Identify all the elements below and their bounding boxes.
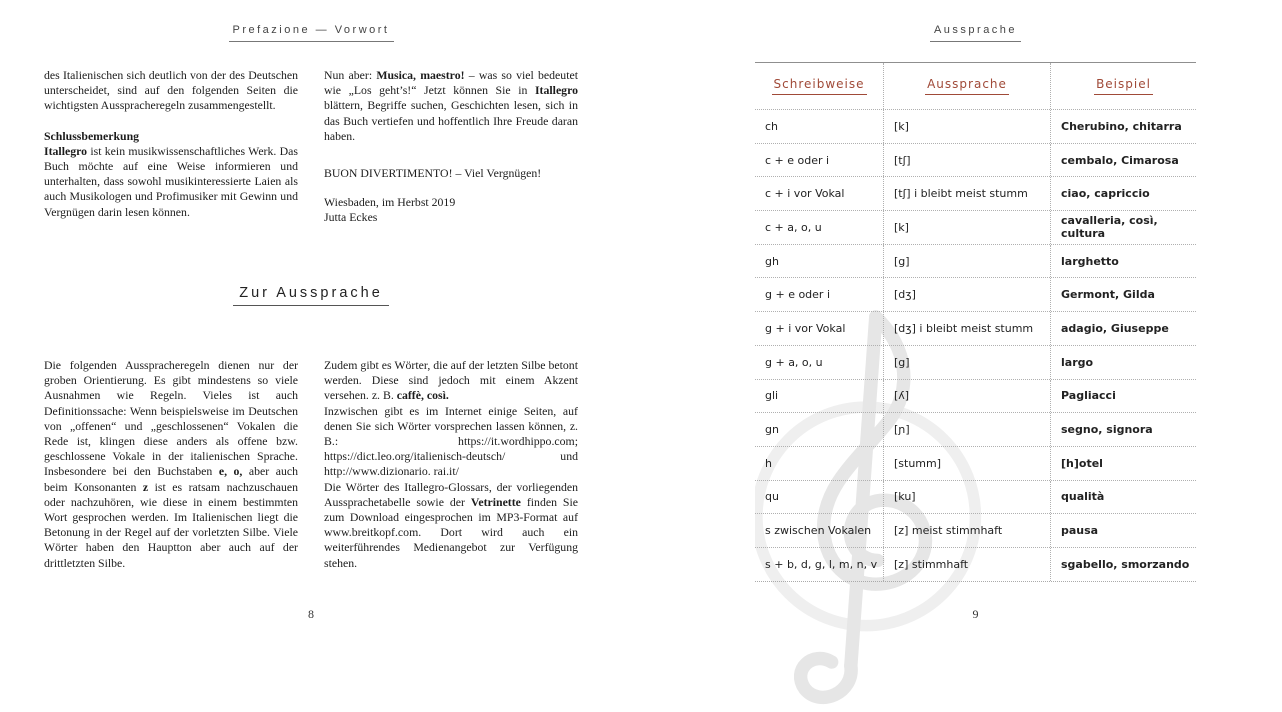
left-page [44,0,578,640]
cell-aussprache: [k] [883,211,1051,244]
cell-schreibweise: gli [765,389,779,403]
cell-beispiel: Germont, Gilda [1061,288,1155,302]
cell-aussprache: [ku] [883,481,1051,514]
cell-schreibweise: c + i vor Vokal [765,187,845,201]
table-row [755,245,1196,279]
bottom-right-column [324,358,578,571]
section-heading-zur-aussprache: Zur Aussprache [233,285,389,306]
header-cell-aussprache [883,63,1051,109]
cell-aussprache: [z] stimmhaft [883,548,1051,581]
column-header-schreibweise: Schreibweise [772,77,867,95]
right-page-header: Aussprache [930,24,1021,42]
paragraph-intro: des Italienischen sich deutlich von der des Deutschen unterscheidet, sind auf den folgenden Seiten die wichtigsten Ausspracheregeln zusammengestellt. [44,68,298,113]
cell-aussprache: [g] [883,346,1051,379]
bottom-columns [44,358,578,571]
cell-beispiel: adagio, Giuseppe [1061,321,1169,335]
cell-schreibweise: g + i vor Vokal [765,321,846,335]
cell-beispiel: ciao, capriccio [1061,187,1150,201]
table-row [755,177,1196,211]
table-row [755,144,1196,178]
header-cell-beispiel [1051,63,1196,109]
line-buon-divertimento: BUON DIVERTIMENTO! – Viel Vergnügen! [324,166,542,181]
table-row [755,211,1196,245]
cell-beispiel: Pagliacci [1061,389,1116,403]
page-number-right: 9 [972,607,979,621]
header-cell-schreibweise [755,63,883,109]
table-header-row [755,63,1196,110]
cell-schreibweise: h [765,456,772,470]
cell-beispiel: Cherubino, chitarra [1061,119,1182,133]
cell-aussprache: [g] [883,245,1051,278]
paragraph-download: Die Wörter des Itallegro-Glossars, der vorliegenden Aussprachetabelle sowie der Vetrinette finden Sie zum Download eingesprochen im MP3-Format auf www.breitkopf.com. Dort wird auch ein weiterführendes Medienangebot zur Verfügung stehen. [324,479,578,570]
bottom-left-column [44,358,298,571]
column-header-beispiel: Beispiel [1094,77,1153,95]
cell-aussprache: [stumm] [883,447,1051,480]
cell-aussprache: [z] meist stimmhaft [883,514,1051,547]
cell-schreibweise: gh [765,254,779,268]
cell-schreibweise: gn [765,423,779,437]
cell-schreibweise: ch [765,119,779,133]
pronunciation-table [755,62,1196,582]
cell-beispiel: cembalo, Cimarosa [1061,153,1179,167]
pronunciation-table-body [755,110,1196,581]
cell-schreibweise: c + a, o, u [765,220,822,234]
paragraph-accents: Zudem gibt es Wörter, die auf der letzten Silbe betont werden. Diese sind jedoch mit einem Akzent versehen. z. B. caffè, così. [324,358,578,403]
table-row [755,346,1196,380]
column-header-aussprache: Aussprache [925,77,1009,95]
cell-schreibweise: s zwischen Vokalen [765,524,872,538]
line-author: Jutta Eckes [324,210,378,225]
table-row [755,548,1196,581]
table-row [755,413,1196,447]
table-row [755,514,1196,548]
cell-aussprache: [ɲ] [883,413,1051,446]
paragraph-nun-aber: Nun aber: Musica, maestro! – was so viel bedeutet wie „Los geht’s!“ Jetzt können Sie in Itallegro blättern, Begriffe suchen, Geschichten lesen, sich in das Buch vertiefen und hoffentlich Ihre Freude daran haben. [324,68,578,143]
table-row [755,481,1196,515]
top-left-column [44,68,298,284]
cell-schreibweise: s + b, d, g, l, m, n, v [765,557,878,571]
cell-aussprache: [dʒ] i bleibt meist stumm [883,312,1051,345]
cell-schreibweise: g + e oder i [765,288,831,302]
line-place-date: Wiesbaden, im Herbst 2019 [324,195,456,210]
cell-aussprache: [tʃ] i bleibt meist stumm [883,177,1051,210]
cell-aussprache: [k] [883,110,1051,143]
cell-beispiel: segno, signora [1061,423,1153,437]
cell-schreibweise: g + a, o, u [765,355,823,369]
left-page-header-wrap [44,0,578,46]
cell-schreibweise: c + e oder i [765,153,830,167]
section-heading-wrap [44,284,578,306]
cell-schreibweise: qu [765,490,779,504]
cell-beispiel: cavalleria, così, cultura [1061,214,1158,241]
table-row [755,312,1196,346]
cell-beispiel: pausa [1061,524,1099,538]
cell-beispiel: [h]otel [1061,456,1103,470]
paragraph-internet: Inzwischen gibt es im Internet einige Seiten, auf denen Sie sich Wörter vorsprechen lassen können, z. B.: https://it.wordhippo.com; https://dict.leo.org/italienisch-deutsch/ und http://www.dizionario. rai.it/ [324,403,578,479]
right-page [755,0,1196,640]
table-row [755,278,1196,312]
left-page-header: Prefazione — Vorwort [229,24,394,42]
schlussbemerkung-heading: Schlussbemerkung [44,128,140,143]
right-page-header-wrap [755,0,1196,46]
paragraph-schlussbemerkung: Itallegro ist kein musikwissenschaftliches Werk. Das Buch möchte auf eine Weise informieren und unterhalten, dass sowohl musikinteressierte Laien als auch Musikologen und Profimusiker mit Gewinn und Vergnügen darin lesen können. [44,143,298,219]
table-row [755,110,1196,144]
cell-beispiel: larghetto [1061,254,1119,268]
top-columns [44,68,578,284]
top-right-column [324,68,578,284]
cell-beispiel: qualità [1061,490,1105,504]
table-row [755,447,1196,481]
cell-beispiel: sgabello, smorzando [1061,557,1190,571]
cell-beispiel: largo [1061,355,1094,369]
paragraph-rules: Die folgenden Ausspracheregeln dienen nur der groben Orientierung. Es gibt mindestens so viele Ausnahmen wie Regeln. Vieles ist auch Definitionssache: Wenn beispielsweise im Deutschen von „offenen“ und „geschlossenen“ Vokalen die Rede ist, klingen diese anders als offene bzw. geschlossene Vokale in der italienischen Sprache. Insbesondere bei den Buchstaben e, o, aber auch beim Konsonanten z ist es ratsam nachzuschauen oder nachzuhören, wie diese in einem bestimmten Wort gesprochen werden. Im Italienischen liegt die Betonung in der Regel auf der vorletzten Silbe. Viele Wörter haben den Hauptton aber auch auf der drittletzten Silbe. [44,358,299,570]
page-number-left: 8 [308,607,314,621]
table-row [755,380,1196,414]
cell-aussprache: [dʒ] [883,278,1051,311]
cell-aussprache: [ʎ] [883,380,1051,413]
cell-aussprache: [tʃ] [883,144,1051,177]
